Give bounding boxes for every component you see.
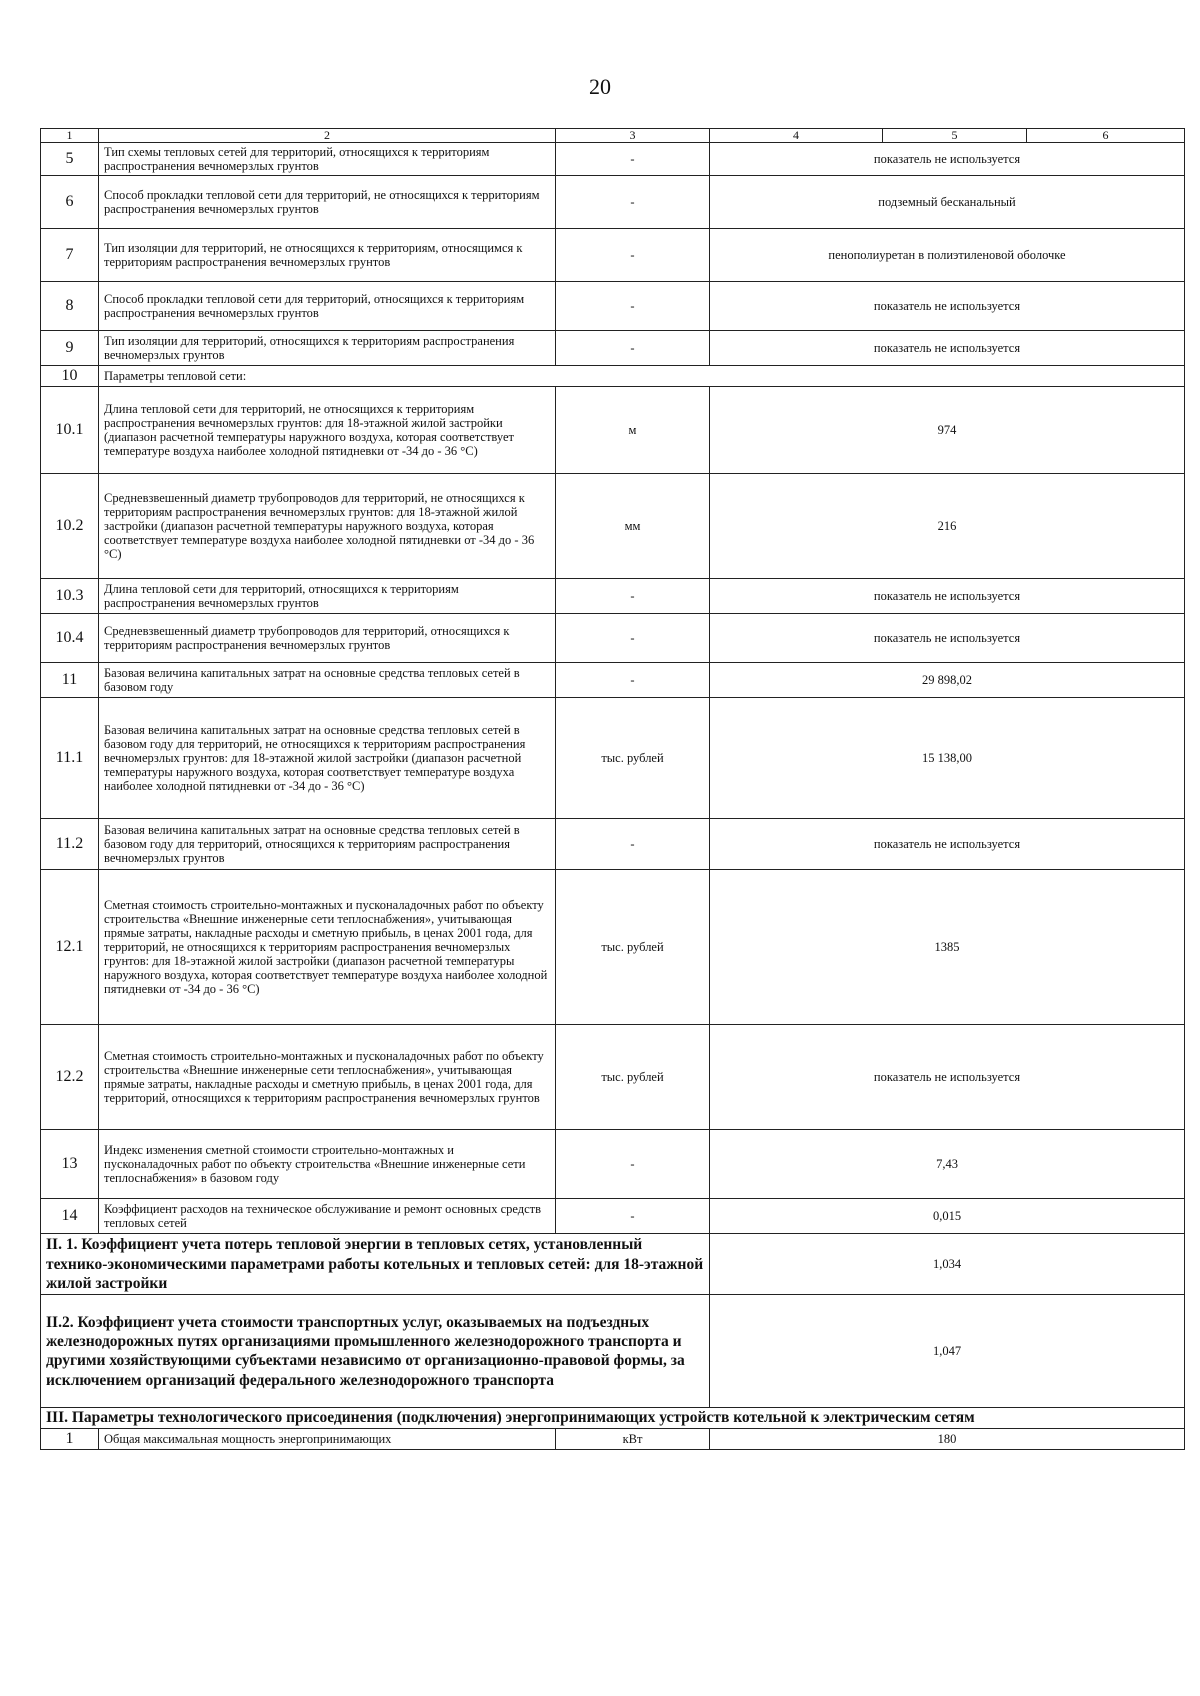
- table-row: [41, 143, 1185, 176]
- row-value: показатель не используется: [710, 282, 1185, 331]
- table-row: [41, 1025, 1185, 1130]
- table-row: [41, 1199, 1185, 1234]
- row-description: Способ прокладки тепловой сети для территорий, относящихся к территориям распространения вечномерзлых грунтов: [99, 282, 556, 331]
- row-value: 216: [710, 474, 1185, 579]
- row-unit: мм: [556, 474, 710, 579]
- row-description: Тип изоляции для территорий, не относящихся к территориям, относящимся к территориям распространения вечномерзлых грунтов: [99, 229, 556, 282]
- row-value: показатель не используется: [710, 819, 1185, 870]
- row-unit: -: [556, 1130, 710, 1199]
- row-description: Базовая величина капитальных затрат на основные средства тепловых сетей в базовом году: [99, 663, 556, 698]
- row-description: Базовая величина капитальных затрат на основные средства тепловых сетей в базовом году для территорий, относящихся к территориям распространения вечномерзлых грунтов: [99, 819, 556, 870]
- row-unit: тыс. рублей: [556, 870, 710, 1025]
- row-unit: -: [556, 1199, 710, 1234]
- table-row: [41, 579, 1185, 614]
- row-value: 974: [710, 387, 1185, 474]
- section-ii2-label: II.2. Коэффициент учета стоимости транспортных услуг, оказываемых на подъездных железнодорожных путях организациями промышленного железнодорожного транспорта и другими хозяйствующими субъектами независимо от организационно-правовой формы, за исключением организаций федерального железнодорожного транспорта: [41, 1295, 710, 1408]
- table-row: [41, 1130, 1185, 1199]
- row-number: 14: [41, 1199, 99, 1234]
- row-unit: м: [556, 387, 710, 474]
- row-number: 5: [41, 143, 99, 176]
- row-number: 10.1: [41, 387, 99, 474]
- row-description: Коэффициент расходов на техническое обслуживание и ремонт основных средств тепловых сетей: [99, 1199, 556, 1234]
- row-number: 10.4: [41, 614, 99, 663]
- table-row: [41, 819, 1185, 870]
- row-value: 15 138,00: [710, 698, 1185, 819]
- section-ii2-row: [41, 1295, 1185, 1408]
- header-cell: 1: [41, 129, 99, 143]
- row-value: 180: [710, 1428, 1185, 1449]
- row-unit: -: [556, 819, 710, 870]
- table-row: [41, 614, 1185, 663]
- table-row: [41, 331, 1185, 366]
- row-description: Длина тепловой сети для территорий, относящихся к территориям распространения вечномерзлых грунтов: [99, 579, 556, 614]
- table-row: [41, 663, 1185, 698]
- page-number: 20: [589, 74, 611, 99]
- row-number: 10.3: [41, 579, 99, 614]
- row-description: Средневзвешенный диаметр трубопроводов для территорий, относящихся к территориям распространения вечномерзлых грунтов: [99, 614, 556, 663]
- row-value: 7,43: [710, 1130, 1185, 1199]
- section-ii2-value: 1,047: [710, 1295, 1185, 1408]
- table-row: [41, 387, 1185, 474]
- row-unit: -: [556, 579, 710, 614]
- row-unit: -: [556, 331, 710, 366]
- row-unit: -: [556, 663, 710, 698]
- row-description: Длина тепловой сети для территорий, не относящихся к территориям распространения вечномерзлых грунтов: для 18-этажной жилой застройки (диапазон расчетной температуры наружного воздуха, которая соответствует температуре воздуха наиболее холодной пятидневки от -34 до - 36 °С): [99, 387, 556, 474]
- header-cell: 6: [1027, 129, 1185, 143]
- header-cell: 5: [883, 129, 1027, 143]
- table-row: [41, 698, 1185, 819]
- table-row: [41, 474, 1185, 579]
- row-value: подземный бесканальный: [710, 176, 1185, 229]
- row-number: 11: [41, 663, 99, 698]
- row-number: 10: [41, 366, 99, 387]
- header-cell: 4: [710, 129, 883, 143]
- row-number: 12.2: [41, 1025, 99, 1130]
- table-row: [41, 1428, 1185, 1449]
- row-unit: -: [556, 614, 710, 663]
- row-description: Сметная стоимость строительно-монтажных и пусконаладочных работ по объекту строительства «Внешние инженерные сети теплоснабжения», учитывающая прямые затраты, накладные расходы и сметную прибыль, в ценах 2001 года, для территорий, не относящихся к территориям распространения вечномерзлых грунтов: для 18-этажной жилой застройки (диапазон расчетной температуры наружного воздуха, которая соответствует температуре воздуха наиболее холодной пятидневки от -34 до - 36 °С): [99, 870, 556, 1025]
- parameters-table: [40, 128, 1185, 1450]
- row-unit: тыс. рублей: [556, 698, 710, 819]
- row-value: показатель не используется: [710, 331, 1185, 366]
- row-number: 9: [41, 331, 99, 366]
- row-value: показатель не используется: [710, 579, 1185, 614]
- row-unit: -: [556, 143, 710, 176]
- row-description: Способ прокладки тепловой сети для территорий, не относящихся к территориям распространения вечномерзлых грунтов: [99, 176, 556, 229]
- row-unit: -: [556, 229, 710, 282]
- table-row: [41, 366, 1185, 387]
- row-value: пенополиуретан в полиэтиленовой оболочке: [710, 229, 1185, 282]
- row-value: 29 898,02: [710, 663, 1185, 698]
- section-iii-label: III. Параметры технологического присоединения (подключения) энергопринимающих устройств котельной к электрическим сетям: [41, 1408, 1185, 1428]
- header-cell: 3: [556, 129, 710, 143]
- row-value: 0,015: [710, 1199, 1185, 1234]
- row-unit: -: [556, 282, 710, 331]
- row-number: 6: [41, 176, 99, 229]
- row-number: 13: [41, 1130, 99, 1199]
- row-value: показатель не используется: [710, 614, 1185, 663]
- row-number: 12.1: [41, 870, 99, 1025]
- row-value: 1385: [710, 870, 1185, 1025]
- row-number: 7: [41, 229, 99, 282]
- row-unit: -: [556, 176, 710, 229]
- section-ii1-value: 1,034: [710, 1234, 1185, 1295]
- row-description: Сметная стоимость строительно-монтажных и пусконаладочных работ по объекту строительства «Внешние инженерные сети теплоснабжения», учитывающая прямые затраты, накладные расходы и сметную прибыль, в ценах 2001 года, для территорий, относящихся к территориям распространения вечномерзлых грунтов: [99, 1025, 556, 1130]
- row-number: 10.2: [41, 474, 99, 579]
- row-description: Параметры тепловой сети:: [99, 366, 1185, 387]
- table-row: [41, 870, 1185, 1025]
- row-number: 8: [41, 282, 99, 331]
- row-description: Базовая величина капитальных затрат на основные средства тепловых сетей в базовом году для территорий, не относящихся к территориям распространения вечномерзлых грунтов: для 18-этажной жилой застройки (диапазон расчетной температуры наружного воздуха, которая соответствует температуре воздуха наиболее холодной пятидневки от -34 до - 36 °С): [99, 698, 556, 819]
- row-value: показатель не используется: [710, 1025, 1185, 1130]
- header-cell: 2: [99, 129, 556, 143]
- row-value: показатель не используется: [710, 143, 1185, 176]
- row-description: Средневзвешенный диаметр трубопроводов для территорий, не относящихся к территориям распространения вечномерзлых грунтов: для 18-этажной жилой застройки (диапазон расчетной температуры наружного воздуха, которая соответствует температуре воздуха наиболее холодной пятидневки от -34 до - 36 °С): [99, 474, 556, 579]
- row-description: Тип схемы тепловых сетей для территорий, относящихся к территориям распространения вечномерзлых грунтов: [99, 143, 556, 176]
- row-unit: тыс. рублей: [556, 1025, 710, 1130]
- row-unit: кВт: [556, 1428, 710, 1449]
- row-number: 11.2: [41, 819, 99, 870]
- table-row: [41, 282, 1185, 331]
- table-row: [41, 229, 1185, 282]
- row-number: 11.1: [41, 698, 99, 819]
- row-description: Индекс изменения сметной стоимости строительно-монтажных и пусконаладочных работ по объекту строительства «Внешние инженерные сети теплоснабжения» в базовом году: [99, 1130, 556, 1199]
- row-number: 1: [41, 1428, 99, 1449]
- row-description: Тип изоляции для территорий, относящихся к территориям распространения вечномерзлых грунтов: [99, 331, 556, 366]
- section-ii1-row: [41, 1234, 1185, 1295]
- row-description: Общая максимальная мощность энергопринимающих: [99, 1428, 556, 1449]
- section-iii-row: [41, 1408, 1185, 1428]
- column-number-header: [41, 129, 1185, 143]
- table-row: [41, 176, 1185, 229]
- section-ii1-label: II. 1. Коэффициент учета потерь тепловой энергии в тепловых сетях, установленный технико-экономическими параметрами работы котельных и тепловых сетей: для 18-этажной жилой застройки: [41, 1234, 710, 1295]
